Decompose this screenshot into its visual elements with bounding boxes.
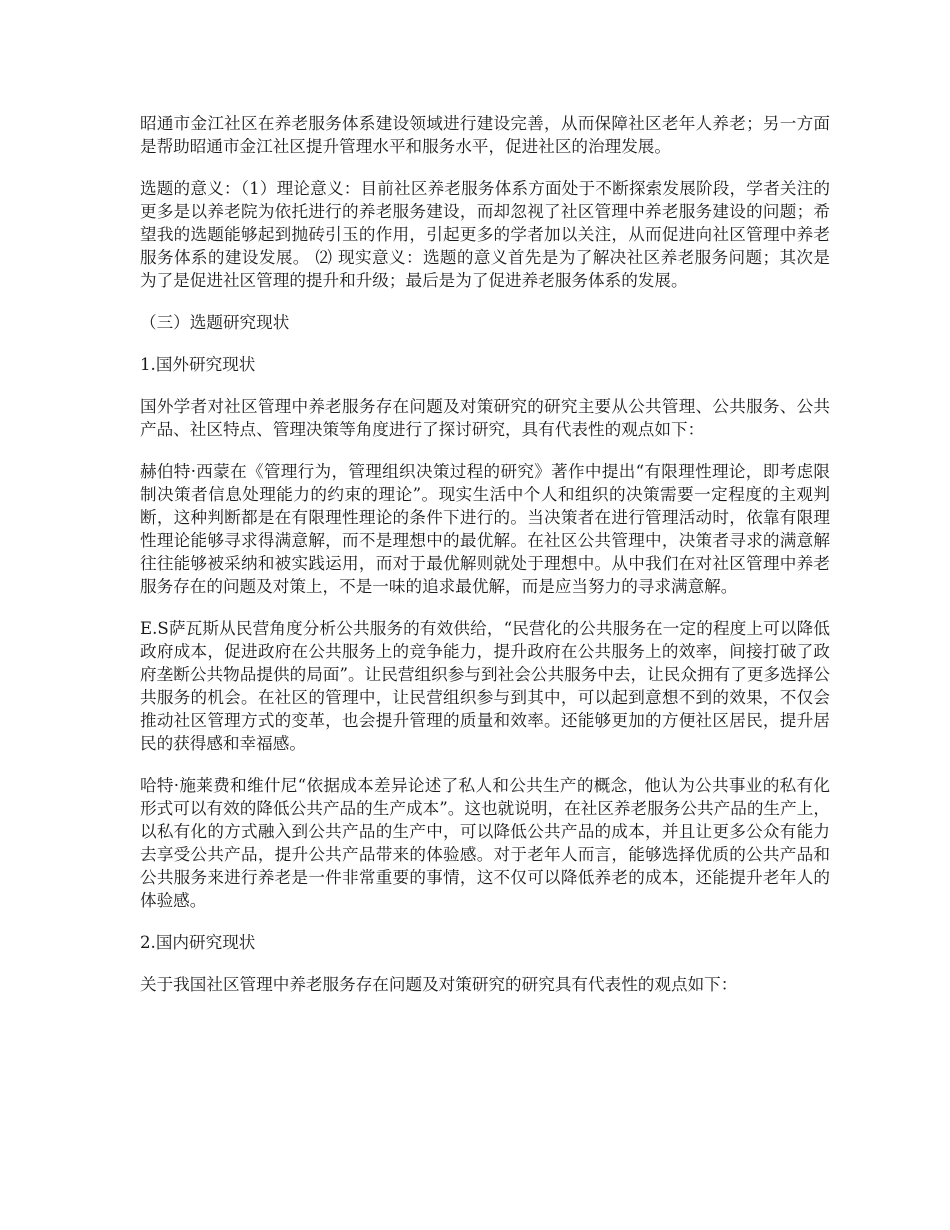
paragraph-simon: 赫伯特·西蒙在《管理行为，管理组织决策过程的研究》著作中提出“有限理性理论，即考虑限制决策者信息处理能力的约束的理论”。现实生活中个人和组织的决策需要一定程度的主观判断，这种判断都是在有限理性理论的条件下进行的。当决策者在进行管理活动时，依靠有限理性理论能够寻求得满意解，而不是理想中的最优解。在社区公共管理中，决策者寻求的满意解往往能够被采纳和被实践运用，而对于最优解则就处于理想中。从中我们在对社区管理中养老服务存在的问题及对策上，不是一味的追求最优解，而是应当努力的寻求满意解。 bbox=[140, 462, 830, 596]
section-heading-research-status: （三）选题研究现状 bbox=[140, 313, 290, 332]
paragraph-significance: 选题的意义：（1）理论意义：目前社区养老服务体系方面处于不断探索发展阶段，学者关注的更多是以养老院为依托进行的养老服务建设，而却忽视了社区管理中养老服务建设的问题；希望我的选题能够起到抛砖引玉的作用，引起更多的学者加以关注，从而促进向社区管理中养老服务体系的建设发展。 ⑵ 现实意义：选题的意义首先是为了解决社区养老服务问题；其次是为了是促进社区管理的提升和升级；最后是为了促进养老服务体系的发展。 bbox=[140, 179, 830, 290]
subheading-domestic-research: 2.国内研究现状 bbox=[140, 933, 256, 952]
paragraph-foreign-overview: 国外学者对社区管理中养老服务存在问题及对策研究的研究主要从公共管理、公共服务、公共产品、社区特点、管理决策等角度进行了探讨研究，具有代表性的观点如下： bbox=[140, 397, 830, 439]
paragraph-domestic-overview: 关于我国社区管理中养老服务存在问题及对策研究的研究具有代表性的观点如下： bbox=[140, 975, 738, 994]
paragraph-savas: E.S萨瓦斯从民营角度分析公共服务的有效供给，“民营化的公共服务在一定的程度上可以降低政府成本，促进政府在公共服务上的竞争能力，提升政府在公共服务上的效率，间接打破了政府垄断公共物品提供的局面”。让民营组织参与到社会公共服务中去，让民众拥有了更多选择公共服务的机会。在社区的管理中，让民营组织参与到其中，可以起到意想不到的效果，不仅会推动社区管理方式的变革，也会提升管理的质量和效率。还能够更加的方便社区居民，提升居民的获得感和幸福感。 bbox=[140, 619, 830, 753]
document-page bbox=[140, 112, 830, 1015]
paragraph-shleifer-vishny: 哈特·施莱费和维什尼“依据成本差异论述了私人和公共生产的概念，他认为公共事业的私有化形式可以有效的降低公共产品的生产成本”。这也就说明，在社区养老服务公共产品的生产上，以私有化的方式融入到公共产品的生产中，可以降低公共产品的成本，并且让更多公众有能力去享受公共产品，提升公共产品带来的体验感。对于老年人而言，能够选择优质的公共产品和公共服务来进行养老是一件非常重要的事情，这不仅可以降低养老的成本，还能提升老年人的体验感。 bbox=[140, 776, 830, 910]
subheading-foreign-research: 1.国外研究现状 bbox=[140, 355, 256, 374]
paragraph-background-continuation: 昭通市金江社区在养老服务体系建设领域进行建设完善，从而保障社区老年人养老；另一方面是帮助昭通市金江社区提升管理水平和服务水平，促进社区的治理发展。 bbox=[140, 114, 830, 156]
